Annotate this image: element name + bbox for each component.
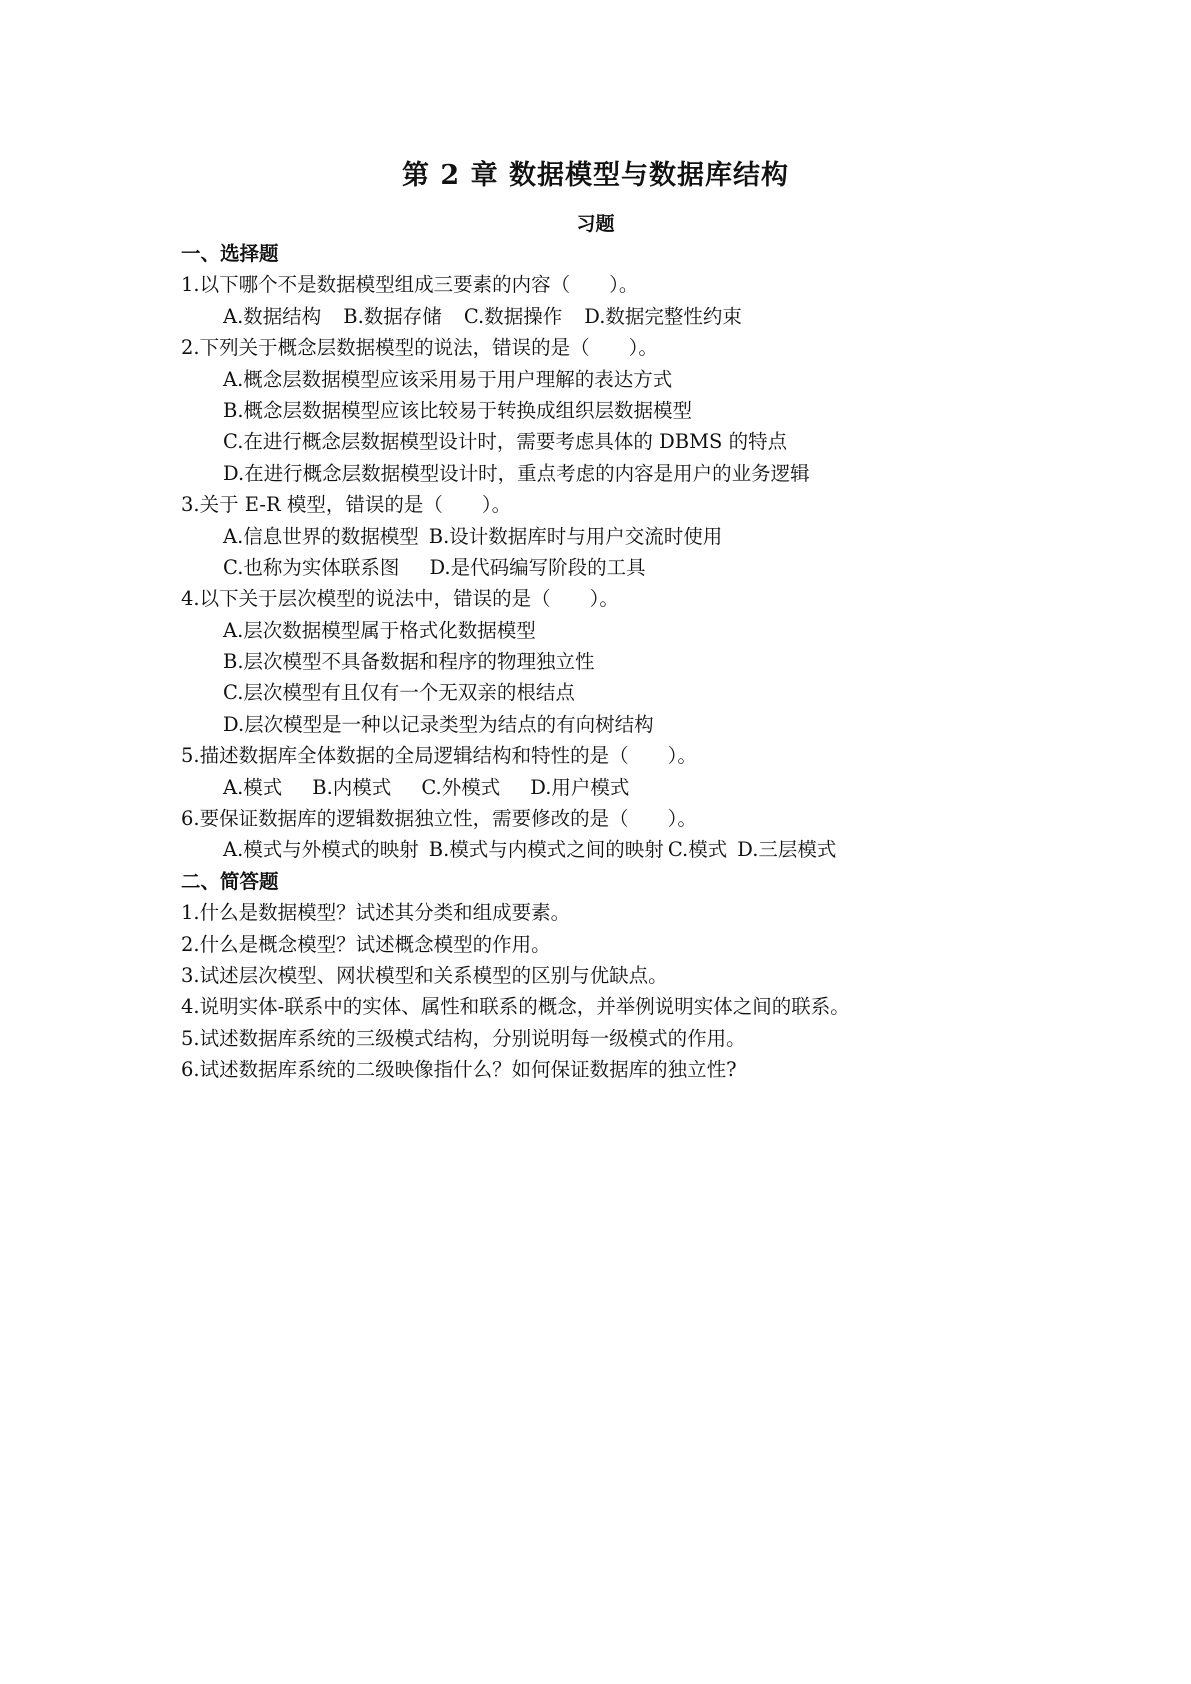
question-3-options-ab bbox=[181, 521, 1141, 552]
question-6-options bbox=[181, 834, 1141, 865]
section-heading-choice: 一、选择题 bbox=[181, 242, 279, 265]
short-answer-item: 5.试述数据库系统的三级模式结构，分别说明每一级模式的作用。 bbox=[181, 1026, 746, 1050]
short-answer-item: 1.什么是数据模型？试述其分类和组成要素。 bbox=[181, 901, 571, 925]
question-3: 3.关于 E-R 模型，错误的是（ ）。 bbox=[181, 493, 512, 517]
question-6: 6.要保证数据库的逻辑数据独立性，需要修改的是（ ）。 bbox=[181, 807, 697, 831]
option-a: A.模式 bbox=[223, 775, 283, 799]
option-c: C.层次模型有且仅有一个无双亲的根结点 bbox=[223, 681, 575, 705]
section-heading-short-answer: 二、简答题 bbox=[181, 869, 279, 893]
short-answer-item: 4.说明实体-联系中的实体、属性和联系的概念，并举例说明实体之间的联系。 bbox=[181, 995, 850, 1019]
option-c: C.也称为实体联系图 bbox=[223, 555, 400, 579]
option-a: A.信息世界的数据模型 bbox=[223, 524, 419, 548]
option-b: B.模式与内模式之间的映射 bbox=[428, 838, 664, 862]
option-d: D.用户模式 bbox=[530, 775, 630, 799]
short-answer-item: 6.试述数据库系统的二级映像指什么？如何保证数据库的独立性? bbox=[181, 1058, 737, 1082]
question-4: 4.以下关于层次模型的说法中，错误的是（ ）。 bbox=[181, 587, 619, 611]
option-a: A.概念层数据模型应该采用易于用户理解的表达方式 bbox=[223, 367, 673, 391]
question-2: 2.下列关于概念层数据模型的说法，错误的是（ ）。 bbox=[181, 336, 658, 360]
option-b: B.数据存储 bbox=[343, 304, 442, 328]
option-a: A.模式与外模式的映射 bbox=[223, 838, 419, 862]
option-a: A.数据结构 bbox=[223, 304, 322, 328]
short-answer-item: 3.试述层次模型、网状模型和关系模型的区别与优缺点。 bbox=[181, 963, 668, 987]
question-3-options-cd bbox=[181, 552, 1141, 583]
chapter-title: 第 2 章 数据模型与数据库结构 bbox=[402, 160, 789, 191]
question-5: 5.描述数据库全体数据的全局逻辑结构和特性的是（ ）。 bbox=[181, 744, 697, 768]
question-5-options bbox=[181, 772, 1141, 803]
option-d: D.层次模型是一种以记录类型为结点的有向树结构 bbox=[223, 712, 654, 736]
option-c: C.数据操作 bbox=[463, 304, 563, 328]
exercise-body bbox=[181, 238, 1141, 1086]
option-a: A.层次数据模型属于格式化数据模型 bbox=[223, 618, 536, 642]
option-c: C.模式 bbox=[667, 838, 728, 862]
option-c: C.在进行概念层数据模型设计时，需要考虑具体的 DBMS 的特点 bbox=[223, 430, 788, 454]
option-b: B.层次模型不具备数据和程序的物理独立性 bbox=[223, 650, 595, 674]
option-d: D.在进行概念层数据模型设计时，重点考虑的内容是用户的业务逻辑 bbox=[223, 461, 810, 485]
option-d: D.三层模式 bbox=[737, 838, 837, 862]
exercise-subtitle: 习题 bbox=[576, 213, 615, 235]
option-d: D.是代码编写阶段的工具 bbox=[429, 555, 646, 579]
short-answer-item: 2.什么是概念模型？试述概念模型的作用。 bbox=[181, 932, 551, 956]
option-d: D.数据完整性约束 bbox=[584, 304, 742, 328]
option-b: B.内模式 bbox=[312, 775, 392, 799]
question-1: 1.以下哪个不是数据模型组成三要素的内容（ ）。 bbox=[181, 273, 639, 297]
option-b: B.概念层数据模型应该比较易于转换成组织层数据模型 bbox=[223, 398, 693, 422]
question-1-options bbox=[181, 301, 1141, 332]
option-b: B.设计数据库时与用户交流时使用 bbox=[428, 524, 723, 548]
option-c: C.外模式 bbox=[421, 775, 501, 799]
